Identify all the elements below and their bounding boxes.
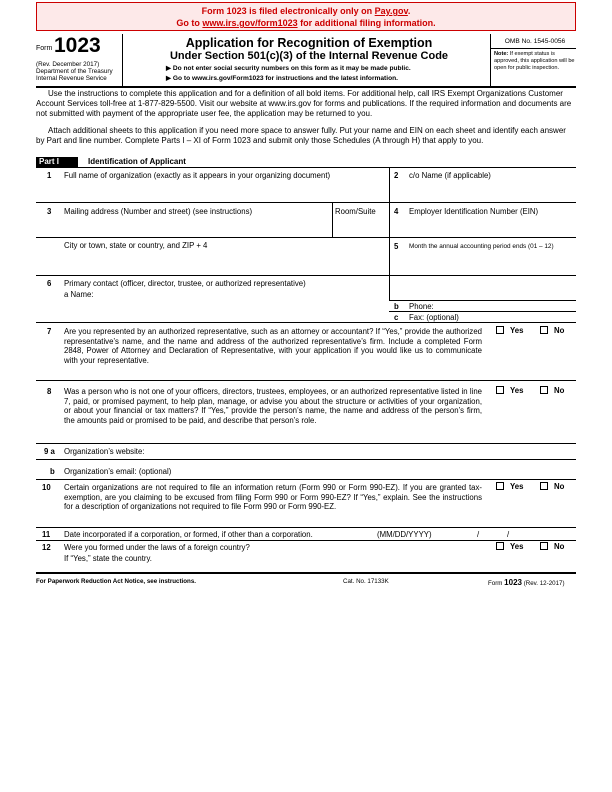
part1-header [36,157,576,167]
phone-field[interactable] [436,301,574,310]
yes-label: Yes [510,542,524,551]
line-10-no-checkbox[interactable] [540,482,548,490]
co-name-field[interactable] [392,182,574,200]
form-header [36,34,576,88]
banner-text-3: for additional filing information. [297,18,436,28]
footer-form-number: 1023 [504,578,522,587]
yes-label: Yes [510,386,524,395]
banner-punct: . [407,6,411,16]
line-7-question: Are you represented by an authorized representative, such as an attorney or accountant? If “Yes,” provide the authorized representative’s name, and the name and address of the authorized representative’s firm. Include a completed Form 2848, Power of Attorney and Declaration of Representative, with your application if you would like us to communicate with your representative. [64,327,482,365]
revision-date: (Rev. December 2017) [36,61,100,68]
ein-field[interactable] [392,218,574,235]
no-label: No [554,482,565,491]
line-9b-letter: b [50,467,55,476]
mailing-address-field[interactable] [62,218,330,235]
paygov-link[interactable]: Pay.gov [374,6,408,16]
line-2-label: c/o Name (if applicable) [409,171,491,180]
rule [36,237,576,238]
line-11-number: 11 [42,530,51,539]
line-11-label: Date incorporated if a corporation, or formed, if other than a corporation. [64,530,313,539]
rule [36,322,576,323]
line-4-label: Employer Identification Number (EIN) [409,207,539,216]
ssn-warning: ▶ Do not enter social security numbers on this form as it may be made public. [166,65,411,72]
footer-form-id [488,578,565,587]
rule [36,527,576,528]
city-state-zip-field[interactable] [62,252,387,272]
line-3-number: 3 [47,207,52,216]
foreign-country-field[interactable] [180,553,574,563]
line-2-number: 2 [394,171,399,180]
line-6-number: 6 [47,279,52,288]
footer-revision: (Rev. 12-2017) [523,580,565,587]
incorporation-date-field[interactable] [450,529,574,539]
general-instructions: Use the instructions to complete this application and for a definition of all bold items. For additional help, call IRS Exempt Organizations Customer Account Services toll-free at 1-877-829-5500. Visit our website at www.irs.gov for forms and publications. If the required information and documents are not submitted with payment of the appropriate user fee, the application may be returned to you. [36,89,572,118]
line-7-number: 7 [47,327,52,336]
line-10-question: Certain organizations are not required to file an information return (Form 990 or Form 990-EZ). If you are granted tax-exemption, are you claiming to be excused from filing Form 990 or Form 990-EZ? If “Yes,” explain. See the instructions for a description of organizations not required to file Form 990 or Form 990-EZ. [64,483,482,511]
date-separator: / [477,530,480,539]
line-12-no-checkbox[interactable] [540,542,548,550]
part-label: Part I [36,157,78,167]
line-4-number: 4 [394,207,399,216]
line-6b-letter: b [394,302,399,311]
line-10-yes-checkbox[interactable] [496,482,504,490]
fax-field[interactable] [470,312,574,321]
rule [36,380,576,381]
banner-text-1: Form 1023 is filed electronically only on [201,6,375,16]
line-1-number: 1 [47,171,52,180]
header-divider [490,34,491,86]
room-suite-field[interactable] [335,218,387,235]
rule [36,479,576,480]
form-subtitle: Under Section 501(c)(3) of the Internal Revenue Code [169,50,449,62]
no-label: No [554,326,565,335]
line-10-number: 10 [42,483,51,492]
line-9a-label: Organization’s website: [64,447,145,456]
website-field[interactable] [160,446,574,456]
rule [36,459,576,460]
line-12-followup: If “Yes,” state the country. [64,554,152,563]
no-label: No [554,386,565,395]
note-label: Note: [494,51,509,57]
electronic-filing-banner [36,2,576,31]
room-divider [332,202,333,237]
line-12-question: Were you formed under the laws of a foreign country? [64,543,250,552]
date-format-label: (MM/DD/YYYY) [377,530,432,539]
note-text: If exempt status is approved, this application will be open for public inspection. [494,51,575,71]
instructions-link-note: ▶ Go to www.irs.gov/Form1023 for instructions and the latest information. [166,75,398,82]
rule [36,202,576,203]
agency: Internal Revenue Service [36,75,107,82]
column-divider [389,167,390,301]
accounting-period-field[interactable] [392,252,574,272]
rule [36,443,576,444]
omb-divider [490,48,576,49]
rule [36,275,576,276]
yes-label: Yes [510,482,524,491]
line-5-number: 5 [394,242,399,251]
line-7-no-checkbox[interactable] [540,326,548,334]
department: Department of the Treasury [36,68,113,75]
public-inspection-note [494,51,576,72]
line-6a-label: a Name: [64,290,94,299]
date-separator: / [507,530,510,539]
footer-rule [36,572,576,574]
attachment-instructions: Attach additional sheets to this application if you need more space to answer fully. Put your name and EIN on each sheet and identify each answer by Part and line number. Complete Parts I – XI of Form 1023 and submit only those Schedules (A through H) that apply to you. [36,126,566,145]
line-9b-label: Organization’s email: (optional) [64,467,172,476]
line-6c-label: Fax: (optional) [409,313,459,322]
line-3-label: Mailing address (Number and street) (see instructions) [64,207,253,216]
part-title: Identification of Applicant [88,157,186,166]
paperwork-notice: For Paperwork Reduction Act Notice, see instructions. [36,578,196,585]
header-divider [122,34,123,86]
line-5-label: Month the annual accounting period ends (01 – 12) [409,243,554,250]
contact-name-field[interactable] [96,289,386,299]
catalog-number: Cat. No. 17133K [343,578,389,585]
line-6-label: Primary contact (officer, director, trustee, or authorized representative) [64,279,306,288]
line-1-label: Full name of organization (exactly as it appears in your organizing document) [64,171,331,180]
city-state-zip-label: City or town, state or country, and ZIP + 4 [64,241,208,250]
rule [36,540,576,541]
yes-label: Yes [510,326,524,335]
line-6b-label: Phone: [409,302,434,311]
line-7-yes-checkbox[interactable] [496,326,504,334]
form-number: 1023 [54,34,101,57]
organization-name-field[interactable] [62,182,387,200]
banner-text-2: Go to [176,18,203,28]
line-9a-number: 9 a [44,447,55,456]
form-title: Application for Recognition of Exemption [185,36,433,50]
form-word: Form [36,45,53,52]
no-label: No [554,542,565,551]
omb-number: OMB No. 1545-0056 [504,38,566,45]
line-8-question: Was a person who is not one of your officers, directors, trustees, employees, or an authorized representative listed in line 7, paid, or promised payment, to help plan, manage, or advise you about the structure or activities of your organization, or about your financial or tax matters? If “Yes,” provide the person’s name, the name and address of the person’s firm, the amounts paid or promised to be paid, and describe that person’s role. [64,387,482,425]
line-6c-letter: c [394,313,399,322]
line-8-no-checkbox[interactable] [540,386,548,394]
irs-form1023-link[interactable]: www.irs.gov/form1023 [202,18,298,28]
line-8-yes-checkbox[interactable] [496,386,504,394]
email-field[interactable] [196,466,574,476]
line-12-number: 12 [42,543,51,552]
rule [36,167,576,168]
room-suite-label: Room/Suite [335,207,376,216]
footer-form-word: Form [488,580,503,587]
line-12-yes-checkbox[interactable] [496,542,504,550]
line-8-number: 8 [47,387,52,396]
